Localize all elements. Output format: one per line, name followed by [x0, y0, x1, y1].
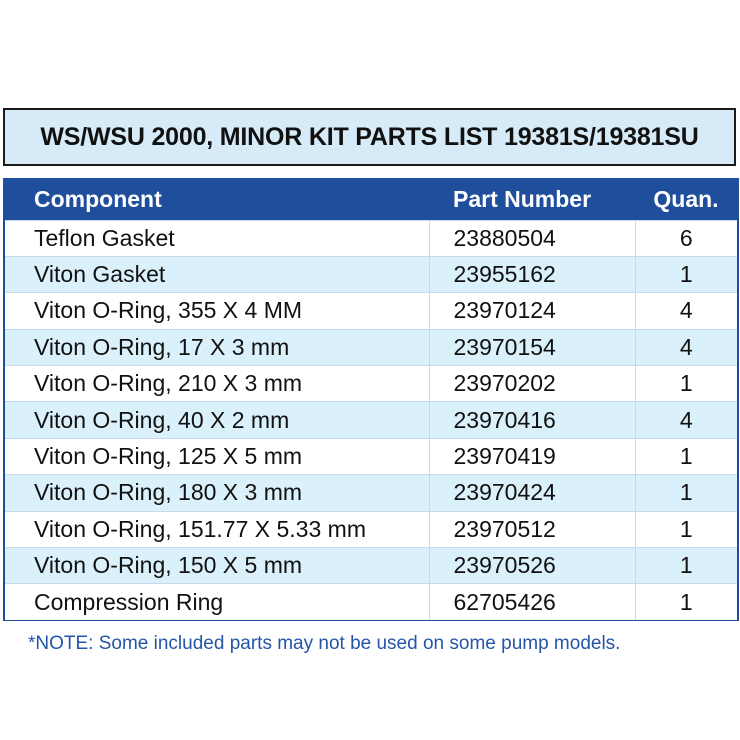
cell-part-number: 23970124 [429, 293, 635, 329]
cell-part-number: 23970154 [429, 329, 635, 365]
cell-quantity: 4 [635, 329, 737, 365]
column-header-part-number: Part Number [453, 186, 592, 213]
column-header-component: Component [34, 186, 162, 213]
cell-component: Viton O-Ring, 125 X 5 mm [5, 438, 429, 474]
page-title: WS/WSU 2000, MINOR KIT PARTS LIST 19381S/19381SU [40, 122, 699, 151]
cell-part-number: 23880504 [429, 220, 635, 256]
cell-part-number: 23970512 [429, 511, 635, 547]
cell-part-number: 23970416 [429, 402, 635, 438]
table-row [5, 220, 737, 256]
table-row [5, 256, 737, 292]
cell-component: Viton O-Ring, 151.77 X 5.33 mm [5, 511, 429, 547]
table-row [5, 366, 737, 402]
cell-part-number: 23955162 [429, 256, 635, 292]
title-box [3, 108, 736, 166]
table-row [5, 329, 737, 365]
table-row [5, 548, 737, 584]
cell-quantity: 1 [635, 256, 737, 292]
cell-quantity: 1 [635, 366, 737, 402]
cell-component: Teflon Gasket [5, 220, 429, 256]
cell-component: Viton O-Ring, 150 X 5 mm [5, 548, 429, 584]
cell-quantity: 1 [635, 584, 737, 620]
cell-component: Viton O-Ring, 210 X 3 mm [5, 366, 429, 402]
parts-table [5, 180, 737, 620]
table-row [5, 511, 737, 547]
table-row [5, 293, 737, 329]
table-row [5, 584, 737, 620]
footnote: *NOTE: Some included parts may not be used on some pump models. [28, 633, 621, 654]
cell-component: Viton O-Ring, 17 X 3 mm [5, 329, 429, 365]
table-header-row [5, 180, 737, 220]
cell-quantity: 1 [635, 548, 737, 584]
column-header-quantity: Quan. [653, 186, 719, 213]
parts-table-container [3, 178, 739, 621]
cell-part-number: 62705426 [429, 584, 635, 620]
cell-component: Viton Gasket [5, 256, 429, 292]
cell-part-number: 23970424 [429, 475, 635, 511]
cell-component: Viton O-Ring, 40 X 2 mm [5, 402, 429, 438]
table-row [5, 402, 737, 438]
cell-component: Viton O-Ring, 180 X 3 mm [5, 475, 429, 511]
cell-component: Compression Ring [5, 584, 429, 620]
cell-quantity: 1 [635, 438, 737, 474]
cell-part-number: 23970202 [429, 366, 635, 402]
cell-quantity: 1 [635, 475, 737, 511]
cell-part-number: 23970526 [429, 548, 635, 584]
cell-quantity: 4 [635, 293, 737, 329]
cell-quantity: 1 [635, 511, 737, 547]
cell-quantity: 6 [635, 220, 737, 256]
cell-component: Viton O-Ring, 355 X 4 MM [5, 293, 429, 329]
table-row [5, 475, 737, 511]
cell-quantity: 4 [635, 402, 737, 438]
cell-part-number: 23970419 [429, 438, 635, 474]
table-row [5, 438, 737, 474]
